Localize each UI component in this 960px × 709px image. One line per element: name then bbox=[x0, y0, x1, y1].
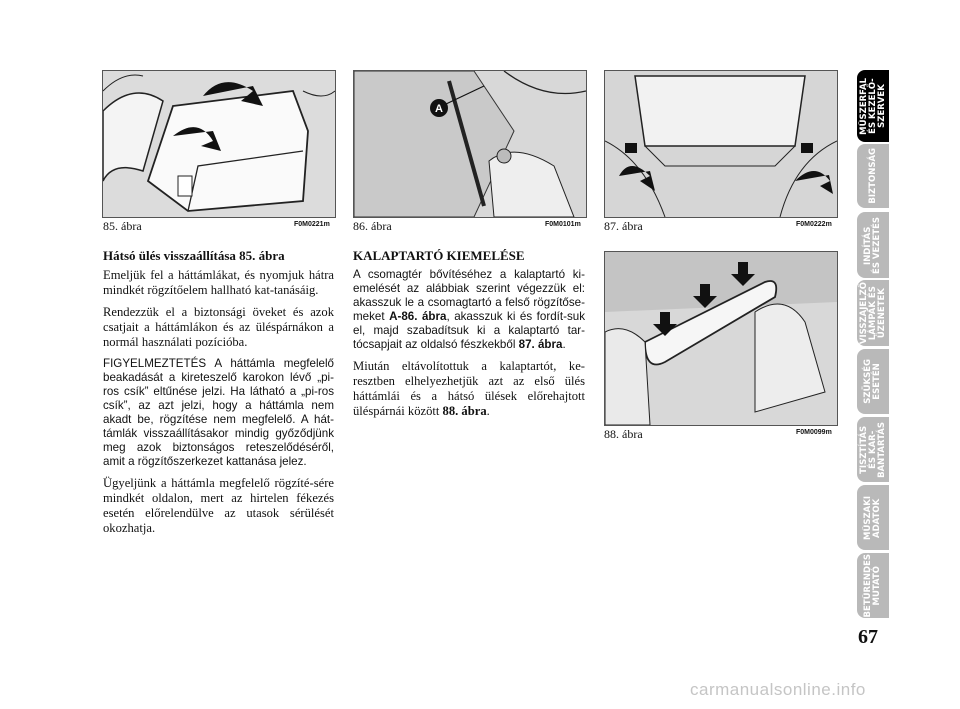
side-tab-index[interactable]: BETŰRENDES MUTATÓ bbox=[857, 553, 889, 618]
figure-86-marker: A bbox=[435, 103, 443, 115]
figure-86-caption: 86. ábra bbox=[353, 219, 392, 233]
figure-ref-87: 87. ábra bbox=[518, 338, 563, 351]
figure-87-image bbox=[604, 70, 838, 218]
side-tab-safety[interactable]: BIZTONSÁG bbox=[857, 144, 889, 208]
paragraph-4: Ügyeljünk a háttámla megfelelő rögzíté-sére mindkét oldalon, mert az hirtelen fékezés esetén előrelendülve az utasok sérülését okozhatja. bbox=[103, 476, 334, 535]
figure-ref-88: 88. ábra bbox=[442, 404, 487, 418]
figure-ref-86: A-86. ábra bbox=[389, 310, 447, 323]
figure-86-image bbox=[353, 70, 587, 218]
side-tab-emergency[interactable]: SZÜKSÉG ESETÉN bbox=[857, 349, 889, 414]
section-heading-rear-seat: Hátsó ülés visszaállítása 85. ábra bbox=[103, 248, 285, 263]
figure-88-image bbox=[604, 251, 838, 426]
middle-column bbox=[353, 248, 585, 426]
side-tab-dashboard[interactable]: MŰSZERFAL ÉS KEZELŐ- SZERVEK bbox=[857, 70, 889, 142]
paragraph-placement: Miután eltávolítottuk a kalaptartót, ke-resztben elhelyezhetjük azt az első ülés háttámlái és a hátsó ülések előrehajtott üléspárnái között 88. ábra. bbox=[353, 359, 585, 418]
paragraph-removal: A csomagtér bővítéséhez a kalaptartó ki-emelését az alábbiak szerint végezzük el: akasszuk le a csomagtartó a felső rögzítőse-meket A-86. ábra, akasszuk ki és fordít-suk el, majd szabadítsuk ki a kalaptartó tar-tócsapjait az oldalsó fészkekből 87. ábra. bbox=[353, 268, 586, 351]
side-tab-warning-lights[interactable]: VISSZAJELZŐ LÁMPÁK ÉS ÜZENETEK bbox=[857, 280, 889, 346]
figure-87-caption: 87. ábra bbox=[604, 219, 643, 233]
figure-85-image bbox=[102, 70, 336, 218]
paragraph-2: Rendezzük el a biztonsági öveket és azok csatjait a háttámlákon és az üléspárnákon a normál használati pozícióba. bbox=[103, 305, 334, 349]
side-tab-starting-driving[interactable]: INDÍTÁS ÉS VEZETÉS bbox=[857, 212, 889, 278]
footer-watermark: carmanualsonline.info bbox=[690, 680, 866, 699]
left-column bbox=[103, 248, 334, 543]
figure-87-code: F0M0222m bbox=[796, 221, 832, 228]
figure-88-caption: 88. ábra bbox=[604, 427, 643, 441]
warning-paragraph: FIGYELMEZTETÉS A háttámla megfelelő beakadását a kireteszelő karokon lévő „pi-ros csík” eltűnése jelzi. Ha látható a „pi-ros csík”, az azt jelzi, hogy a háttámla nem akadt be, rögzítése nem megfelelő. A hát-támlák visszaállításakor mindig győződjünk meg azok biztonságos reteszelődéséről, amit a rögzítőszerkezet kattanása jelez. bbox=[103, 357, 334, 468]
figure-85-code: F0M0221m bbox=[294, 221, 330, 228]
figure-88-code: F0M0099m bbox=[796, 429, 832, 436]
figure-85-caption: 85. ábra bbox=[103, 219, 142, 233]
figure-86-code: F0M0101m bbox=[545, 221, 581, 228]
side-tab-maintenance[interactable]: TISZTÍTÁS ÉS KAR- BANTARTÁS bbox=[857, 417, 889, 482]
side-tab-technical-data[interactable]: MŰSZAKI ADATOK bbox=[857, 485, 889, 550]
page-number: 67 bbox=[858, 626, 878, 648]
section-heading-parcel-shelf: KALAPTARTÓ KIEMELÉSE bbox=[353, 248, 525, 263]
paragraph-1: Emeljük fel a háttámlákat, és nyomjuk hátra mindkét rögzítőelem hallható kat-tanásáig. bbox=[103, 268, 334, 297]
